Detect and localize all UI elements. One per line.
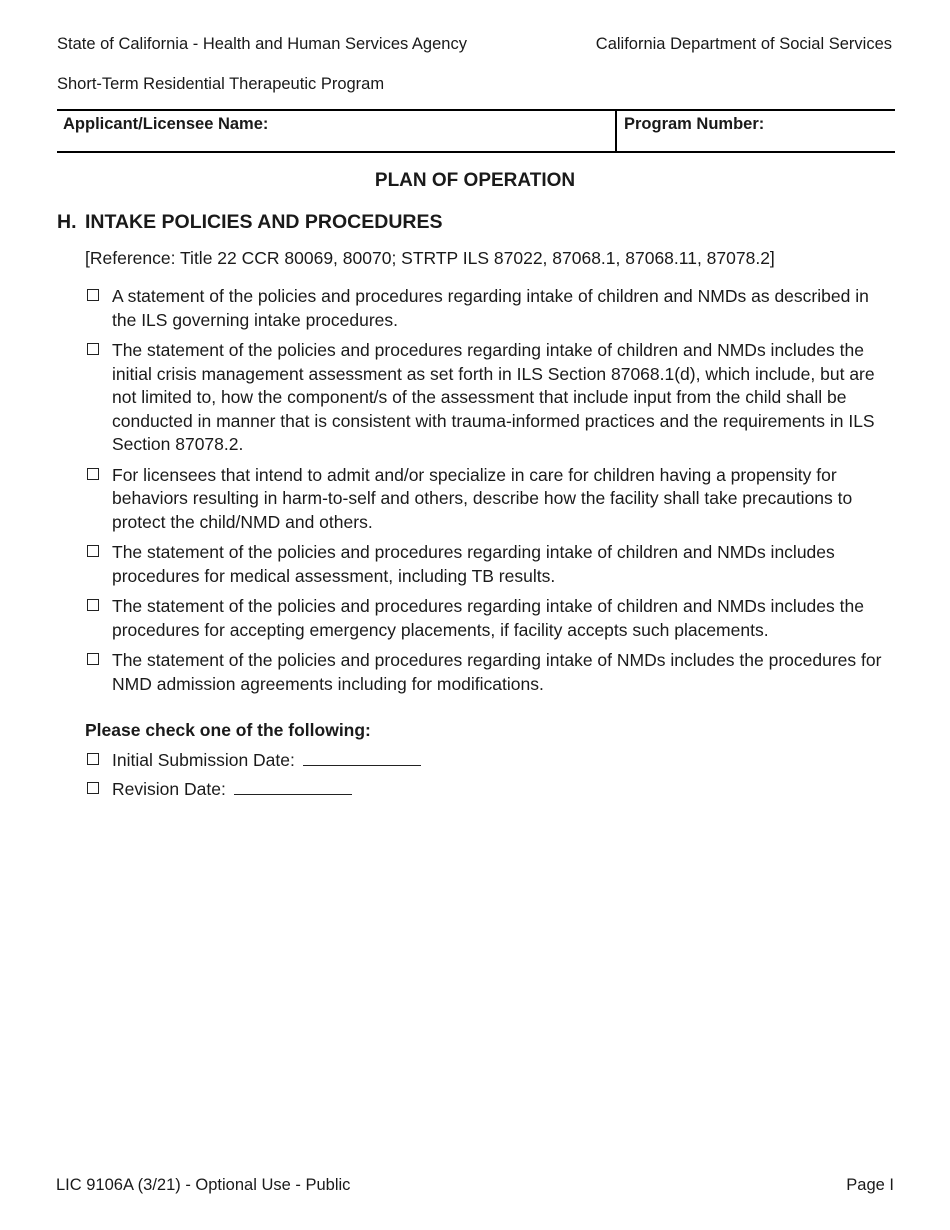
checkbox-icon[interactable]: [87, 599, 99, 611]
document-title: PLAN OF OPERATION: [374, 170, 576, 191]
checkbox-icon[interactable]: [87, 343, 99, 355]
program-name: Short-Term Residential Therapeutic Program: [57, 75, 385, 93]
checklist-item-text: A statement of the policies and procedures regarding intake of children and NMDs as described in the ILS governing intake procedures.: [112, 286, 869, 330]
checklist-item: [85, 285, 897, 332]
initial-submission-date-field[interactable]: [303, 749, 421, 766]
section-reference: [Reference: Title 22 CCR 80069, 80070; STRTP ILS 87022, 87068.1, 87068.11, 87078.2]: [85, 248, 775, 268]
submission-type-heading: Please check one of the following:: [85, 720, 371, 740]
checklist-item: [85, 339, 897, 457]
initial-submission-label: Initial Submission Date:: [112, 750, 295, 770]
checklist-item: [85, 541, 897, 588]
applicant-name-label: Applicant/Licensee Name:: [63, 115, 269, 133]
agency-name: State of California - Health and Human Services Agency: [57, 35, 467, 53]
applicant-name-field[interactable]: [57, 111, 615, 151]
requirement-checklist: [85, 285, 897, 703]
initial-submission-row: [85, 749, 421, 772]
checkbox-icon[interactable]: [87, 468, 99, 480]
checkbox-icon[interactable]: [87, 289, 99, 301]
applicant-info-table: [57, 109, 895, 153]
section-title-text: INTAKE POLICIES AND PROCEDURES: [85, 211, 443, 233]
section-heading: [57, 211, 443, 234]
program-number-label: Program Number:: [624, 115, 765, 133]
checklist-item-text: The statement of the policies and procedures regarding intake of children and NMDs includes the procedures for accepting emergency placements, if facility accepts such placements.: [112, 596, 864, 640]
program-number-field[interactable]: [615, 111, 895, 151]
page-number: Page I: [846, 1176, 894, 1194]
checklist-item-text: The statement of the policies and procedures regarding intake of NMDs includes the procedures for NMD admission agreements including for modifications.: [112, 650, 882, 694]
checklist-item-text: The statement of the policies and procedures regarding intake of children and NMDs includes procedures for medical assessment, including TB results.: [112, 542, 835, 586]
department-name: California Department of Social Services: [595, 35, 892, 53]
checklist-item: [85, 464, 897, 535]
initial-submission-checkbox[interactable]: [87, 753, 99, 765]
revision-date-field[interactable]: [234, 778, 352, 795]
checklist-item: [85, 595, 897, 642]
form-identifier: LIC 9106A (3/21) - Optional Use - Public: [56, 1176, 351, 1194]
checkbox-icon[interactable]: [87, 653, 99, 665]
checklist-item-text: For licensees that intend to admit and/or specialize in care for children having a propensity for behaviors resulting in harm-to-self and others, describe how the facility shall take precautions to protect the child/NMD and others.: [112, 464, 853, 532]
checklist-item-text: The statement of the policies and procedures regarding intake of children and NMDs includes the initial crisis management assessment as set forth in ILS Section 87068.1(d), which include, but are not limited to, how the component/s of the assessment that include input from the child shall be conducted in manner that is consistent with trauma-informed practices and the requirements in ILS Section 87078.2.: [112, 340, 875, 454]
revision-row: [85, 778, 352, 801]
checklist-item: [85, 649, 897, 696]
revision-date-label: Revision Date:: [112, 779, 226, 799]
checkbox-icon[interactable]: [87, 545, 99, 557]
revision-checkbox[interactable]: [87, 782, 99, 794]
section-letter: H.: [57, 211, 77, 233]
